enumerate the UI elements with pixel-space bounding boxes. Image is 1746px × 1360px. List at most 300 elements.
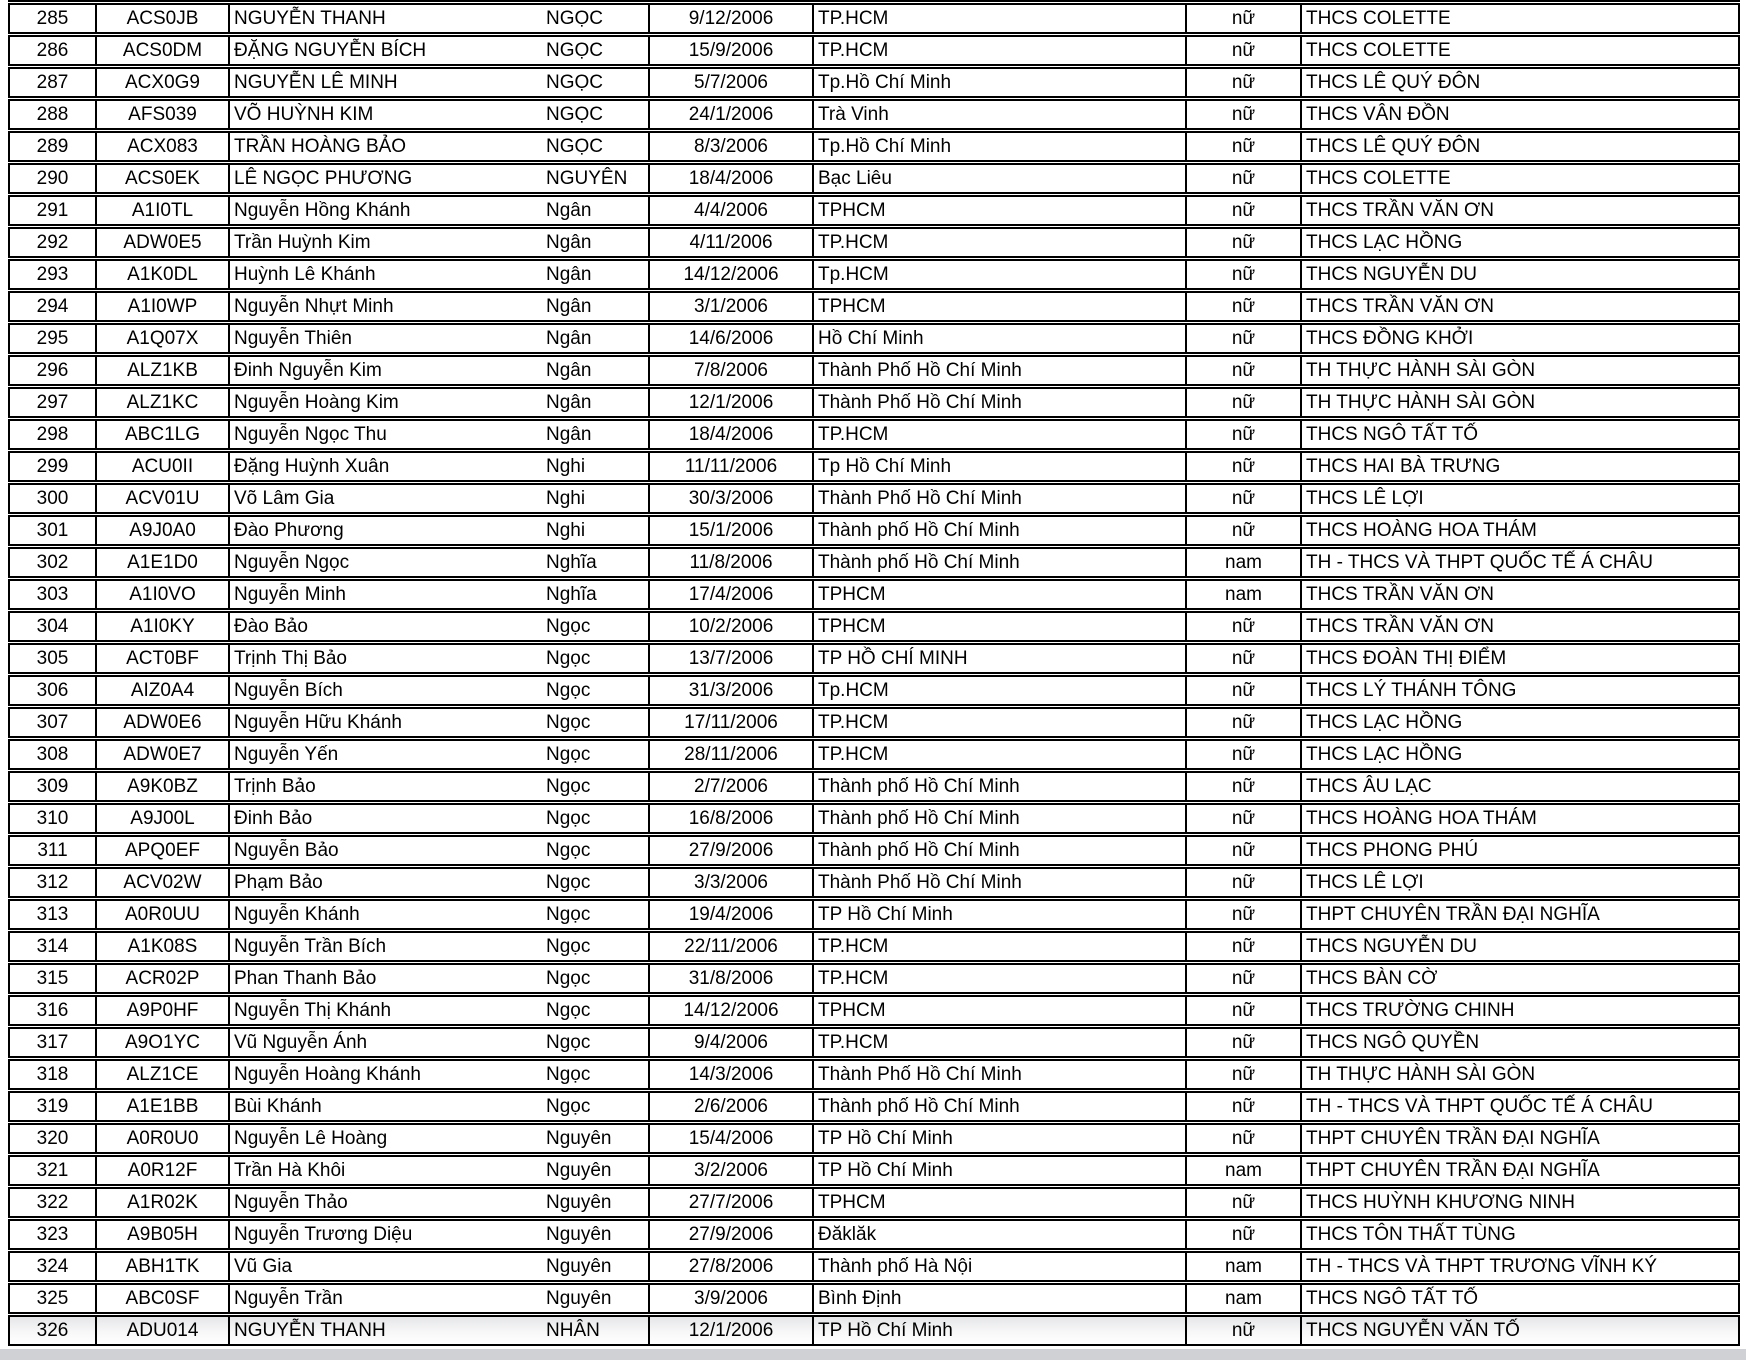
- student-table: [8, 3, 1740, 1347]
- row-number-cell: 296: [36, 360, 69, 381]
- row-number-cell: 323: [36, 1224, 69, 1245]
- first-name-cell: Ngọc: [546, 936, 591, 957]
- last-name-cell: Nguyễn Ngọc: [228, 549, 545, 576]
- first-name-cell: Nguyên: [546, 1160, 612, 1181]
- gender-cell: nam: [1185, 549, 1300, 576]
- first-name-cell: Nghi: [546, 488, 586, 509]
- school-cell: THCS ĐOÀN THỊ ĐIỂM: [1300, 645, 1738, 672]
- last-name-cell: Trần Huỳnh Kim: [228, 229, 545, 256]
- dob-cell: 15/9/2006: [648, 37, 812, 64]
- first-name-cell: Ngọc: [546, 776, 591, 797]
- school-cell: THCS PHONG PHÚ: [1300, 837, 1738, 864]
- birthplace-cell: TP.HCM: [812, 5, 1185, 32]
- last-name-cell: Nguyễn Hoàng Khánh: [228, 1061, 545, 1088]
- table-row: [8, 387, 1740, 418]
- gender-cell: nữ: [1185, 677, 1300, 704]
- table-row: [8, 963, 1740, 994]
- table-row: [8, 835, 1740, 866]
- gender-cell: nữ: [1185, 197, 1300, 224]
- first-name-cell: NGỌC: [546, 8, 603, 29]
- row-number-cell: 309: [36, 776, 69, 797]
- student-code-cell: A1I0VO: [95, 581, 228, 608]
- first-name-cell: Nghi: [546, 520, 586, 541]
- first-name-cell: Nguyên: [546, 1128, 612, 1149]
- first-name-cell: NHÂN: [546, 1320, 600, 1341]
- student-code-cell: AIZ0A4: [95, 677, 228, 704]
- dob-cell: 28/11/2006: [648, 741, 812, 768]
- gender-cell: nam: [1185, 1285, 1300, 1312]
- gender-cell: nữ: [1185, 229, 1300, 256]
- student-code-cell: ABH1TK: [95, 1253, 228, 1280]
- student-code-cell: A0R12F: [95, 1157, 228, 1184]
- row-number-cell: 297: [36, 392, 69, 413]
- last-name-cell: Nguyễn Thiên: [228, 325, 545, 352]
- row-number-cell: 324: [36, 1256, 69, 1277]
- dob-cell: 19/4/2006: [648, 901, 812, 928]
- table-row: [8, 419, 1740, 450]
- student-code-cell: A9B05H: [95, 1221, 228, 1248]
- student-code-cell: A1I0TL: [95, 197, 228, 224]
- school-cell: THCS TRẦN VĂN ƠN: [1300, 613, 1738, 640]
- first-name-cell: Ngọc: [546, 1000, 591, 1021]
- table-row: [8, 899, 1740, 930]
- table-row: [8, 931, 1740, 962]
- row-number-cell: 285: [36, 8, 69, 29]
- first-name-cell: Ngọc: [546, 616, 591, 637]
- gender-cell: nữ: [1185, 773, 1300, 800]
- table-row: [8, 1219, 1740, 1250]
- school-cell: THPT CHUYÊN TRẦN ĐẠI NGHĨA: [1300, 1125, 1738, 1152]
- school-cell: THCS NGÔ TẤT TỐ: [1300, 421, 1738, 448]
- gender-cell: nữ: [1185, 1093, 1300, 1120]
- first-name-cell: NGUYÊN: [546, 168, 628, 189]
- student-code-cell: A1K08S: [95, 933, 228, 960]
- birthplace-cell: TP.HCM: [812, 709, 1185, 736]
- birthplace-cell: Bạc Liêu: [812, 165, 1185, 192]
- gender-cell: nữ: [1185, 997, 1300, 1024]
- table-row: [8, 259, 1740, 290]
- table-row: [8, 1123, 1740, 1154]
- gender-cell: nữ: [1185, 485, 1300, 512]
- last-name-cell: Nguyễn Thảo: [228, 1189, 545, 1216]
- school-cell: THCS ĐỒNG KHỞI: [1300, 325, 1738, 352]
- gender-cell: nữ: [1185, 1221, 1300, 1248]
- school-cell: THPT CHUYÊN TRẦN ĐẠI NGHĨA: [1300, 901, 1738, 928]
- dob-cell: 24/1/2006: [648, 101, 812, 128]
- gender-cell: nữ: [1185, 101, 1300, 128]
- school-cell: THCS HOÀNG HOA THÁM: [1300, 517, 1738, 544]
- birthplace-cell: TP HỒ CHÍ MINH: [812, 645, 1185, 672]
- row-number-cell: 320: [36, 1128, 69, 1149]
- row-number-cell: 288: [36, 104, 69, 125]
- dob-cell: 22/11/2006: [648, 933, 812, 960]
- dob-cell: 27/7/2006: [648, 1189, 812, 1216]
- student-code-cell: A1K0DL: [95, 261, 228, 288]
- student-code-cell: ABC0SF: [95, 1285, 228, 1312]
- first-name-cell: Nguyên: [546, 1288, 612, 1309]
- student-code-cell: APQ0EF: [95, 837, 228, 864]
- first-name-cell: Ngân: [546, 200, 592, 221]
- dob-cell: 15/1/2006: [648, 517, 812, 544]
- table-row: [8, 291, 1740, 322]
- birthplace-cell: TP Hồ Chí Minh: [812, 1125, 1185, 1152]
- school-cell: THCS NGUYỄN DU: [1300, 261, 1738, 288]
- row-number-cell: 287: [36, 72, 69, 93]
- gender-cell: nữ: [1185, 645, 1300, 672]
- birthplace-cell: Thành phố Hồ Chí Minh: [812, 773, 1185, 800]
- student-code-cell: A9P0HF: [95, 997, 228, 1024]
- first-name-cell: Ngọc: [546, 840, 591, 861]
- birthplace-cell: Thành Phố Hồ Chí Minh: [812, 485, 1185, 512]
- first-name-cell: Ngọc: [546, 1096, 591, 1117]
- gender-cell: nữ: [1185, 709, 1300, 736]
- birthplace-cell: Thành phố Hồ Chí Minh: [812, 837, 1185, 864]
- first-name-cell: NGỌC: [546, 40, 603, 61]
- birthplace-cell: Thành phố Hồ Chí Minh: [812, 1093, 1185, 1120]
- student-code-cell: ACV01U: [95, 485, 228, 512]
- first-name-cell: Nguyên: [546, 1256, 612, 1277]
- table-row: [8, 3, 1740, 34]
- school-cell: TH - THCS VÀ THPT TRƯƠNG VĨNH KÝ: [1300, 1253, 1738, 1280]
- birthplace-cell: TPHCM: [812, 293, 1185, 320]
- school-cell: THCS COLETTE: [1300, 165, 1738, 192]
- birthplace-cell: Trà Vinh: [812, 101, 1185, 128]
- table-row: [8, 163, 1740, 194]
- dob-cell: 16/8/2006: [648, 805, 812, 832]
- student-code-cell: A9K0BZ: [95, 773, 228, 800]
- birthplace-cell: TPHCM: [812, 997, 1185, 1024]
- gender-cell: nữ: [1185, 805, 1300, 832]
- last-name-cell: Nguyễn Thị Khánh: [228, 997, 545, 1024]
- table-row: [8, 195, 1740, 226]
- row-number-cell: 305: [36, 648, 69, 669]
- birthplace-cell: Thành Phố Hồ Chí Minh: [812, 1061, 1185, 1088]
- row-number-cell: 319: [36, 1096, 69, 1117]
- student-code-cell: ACT0BF: [95, 645, 228, 672]
- student-code-cell: A1I0WP: [95, 293, 228, 320]
- last-name-cell: LÊ NGỌC PHƯƠNG: [228, 165, 545, 192]
- gender-cell: nam: [1185, 1253, 1300, 1280]
- birthplace-cell: Tp.Hồ Chí Minh: [812, 133, 1185, 160]
- gender-cell: nữ: [1185, 1125, 1300, 1152]
- school-cell: THCS TRƯỜNG CHINH: [1300, 997, 1738, 1024]
- birthplace-cell: TP.HCM: [812, 229, 1185, 256]
- gender-cell: nữ: [1185, 453, 1300, 480]
- school-cell: TH - THCS VÀ THPT QUỐC TẾ Á CHÂU: [1300, 1093, 1738, 1120]
- table-row: [8, 1315, 1740, 1346]
- dob-cell: 27/8/2006: [648, 1253, 812, 1280]
- page-bottom-edge: [0, 1349, 1746, 1360]
- birthplace-cell: Thành phố Hồ Chí Minh: [812, 805, 1185, 832]
- last-name-cell: Nguyễn Hữu Khánh: [228, 709, 545, 736]
- last-name-cell: Nguyễn Trương Diệu: [228, 1221, 545, 1248]
- table-row: [8, 131, 1740, 162]
- last-name-cell: Nguyễn Minh: [228, 581, 545, 608]
- school-cell: THCS LẠC HỒNG: [1300, 741, 1738, 768]
- school-cell: THCS TRẦN VĂN ƠN: [1300, 197, 1738, 224]
- gender-cell: nữ: [1185, 1029, 1300, 1056]
- table-row: [8, 1155, 1740, 1186]
- dob-cell: 4/11/2006: [648, 229, 812, 256]
- student-code-cell: ADU014: [95, 1317, 228, 1344]
- dob-cell: 27/9/2006: [648, 1221, 812, 1248]
- birthplace-cell: TP.HCM: [812, 421, 1185, 448]
- previous-row-border: [8, 0, 1740, 2]
- school-cell: THCS LÊ QUÝ ĐÔN: [1300, 133, 1738, 160]
- school-cell: THCS LÝ THÁNH TÔNG: [1300, 677, 1738, 704]
- school-cell: THCS VÂN ĐỒN: [1300, 101, 1738, 128]
- student-code-cell: ADW0E6: [95, 709, 228, 736]
- row-number-cell: 294: [36, 296, 69, 317]
- school-cell: TH THỰC HÀNH SÀI GÒN: [1300, 1061, 1738, 1088]
- table-row: [8, 35, 1740, 66]
- gender-cell: nam: [1185, 581, 1300, 608]
- table-row: [8, 515, 1740, 546]
- last-name-cell: Nguyễn Bảo: [228, 837, 545, 864]
- school-cell: THCS NGUYỄN DU: [1300, 933, 1738, 960]
- last-name-cell: ĐẶNG NGUYỄN BÍCH: [228, 37, 545, 64]
- student-code-cell: AFS039: [95, 101, 228, 128]
- gender-cell: nữ: [1185, 933, 1300, 960]
- row-number-cell: 289: [36, 136, 69, 157]
- student-code-cell: ACX0G9: [95, 69, 228, 96]
- birthplace-cell: Thành phố Hà Nội: [812, 1253, 1185, 1280]
- birthplace-cell: TPHCM: [812, 581, 1185, 608]
- table-row: [8, 1027, 1740, 1058]
- dob-cell: 3/2/2006: [648, 1157, 812, 1184]
- first-name-cell: Ngân: [546, 264, 592, 285]
- birthplace-cell: Tp Hồ Chí Minh: [812, 453, 1185, 480]
- first-name-cell: Ngọc: [546, 680, 591, 701]
- birthplace-cell: TP.HCM: [812, 37, 1185, 64]
- first-name-cell: Ngọc: [546, 648, 591, 669]
- dob-cell: 3/1/2006: [648, 293, 812, 320]
- gender-cell: nữ: [1185, 869, 1300, 896]
- row-number-cell: 304: [36, 616, 69, 637]
- gender-cell: nữ: [1185, 357, 1300, 384]
- dob-cell: 17/11/2006: [648, 709, 812, 736]
- row-number-cell: 299: [36, 456, 69, 477]
- table-row: [8, 1251, 1740, 1282]
- last-name-cell: Trịnh Thị Bảo: [228, 645, 545, 672]
- first-name-cell: Ngân: [546, 232, 592, 253]
- birthplace-cell: TP.HCM: [812, 741, 1185, 768]
- student-code-cell: ALZ1KC: [95, 389, 228, 416]
- table-row: [8, 1091, 1740, 1122]
- dob-cell: 3/3/2006: [648, 869, 812, 896]
- first-name-cell: Ngọc: [546, 712, 591, 733]
- student-code-cell: ACU0II: [95, 453, 228, 480]
- school-cell: THCS TRẦN VĂN ƠN: [1300, 293, 1738, 320]
- school-cell: THCS LẠC HỒNG: [1300, 229, 1738, 256]
- dob-cell: 10/2/2006: [648, 613, 812, 640]
- row-number-cell: 302: [36, 552, 69, 573]
- birthplace-cell: TP Hồ Chí Minh: [812, 1317, 1185, 1344]
- student-code-cell: A1R02K: [95, 1189, 228, 1216]
- dob-cell: 15/4/2006: [648, 1125, 812, 1152]
- birthplace-cell: TP.HCM: [812, 933, 1185, 960]
- student-code-cell: ACS0DM: [95, 37, 228, 64]
- last-name-cell: Bùi Khánh: [228, 1093, 545, 1120]
- dob-cell: 5/7/2006: [648, 69, 812, 96]
- table-row: [8, 771, 1740, 802]
- row-number-cell: 325: [36, 1288, 69, 1309]
- dob-cell: 2/7/2006: [648, 773, 812, 800]
- school-cell: TH - THCS VÀ THPT QUỐC TẾ Á CHÂU: [1300, 549, 1738, 576]
- last-name-cell: NGUYỄN THANH: [228, 5, 545, 32]
- last-name-cell: Vũ Nguyễn Ánh: [228, 1029, 545, 1056]
- student-code-cell: A1E1BB: [95, 1093, 228, 1120]
- table-row: [8, 99, 1740, 130]
- row-number-cell: 291: [36, 200, 69, 221]
- row-number-cell: 307: [36, 712, 69, 733]
- table-row: [8, 1187, 1740, 1218]
- gender-cell: nam: [1185, 1157, 1300, 1184]
- student-code-cell: A9O1YC: [95, 1029, 228, 1056]
- school-cell: THPT CHUYÊN TRẦN ĐẠI NGHĨA: [1300, 1157, 1738, 1184]
- school-cell: THCS LÊ LỢI: [1300, 869, 1738, 896]
- dob-cell: 18/4/2006: [648, 165, 812, 192]
- dob-cell: 12/1/2006: [648, 389, 812, 416]
- student-code-cell: A9J0A0: [95, 517, 228, 544]
- dob-cell: 31/3/2006: [648, 677, 812, 704]
- dob-cell: 14/3/2006: [648, 1061, 812, 1088]
- row-number-cell: 292: [36, 232, 69, 253]
- table-row: [8, 451, 1740, 482]
- school-cell: THCS LẠC HỒNG: [1300, 709, 1738, 736]
- dob-cell: 9/12/2006: [648, 5, 812, 32]
- row-number-cell: 314: [36, 936, 69, 957]
- birthplace-cell: TP.HCM: [812, 1029, 1185, 1056]
- dob-cell: 18/4/2006: [648, 421, 812, 448]
- table-row: [8, 803, 1740, 834]
- first-name-cell: Ngân: [546, 328, 592, 349]
- last-name-cell: Đào Phương: [228, 517, 545, 544]
- gender-cell: nữ: [1185, 421, 1300, 448]
- school-cell: THCS TÔN THẤT TÙNG: [1300, 1221, 1738, 1248]
- dob-cell: 30/3/2006: [648, 485, 812, 512]
- table-row: [8, 675, 1740, 706]
- row-number-cell: 311: [37, 840, 68, 861]
- school-cell: THCS HOÀNG HOA THÁM: [1300, 805, 1738, 832]
- birthplace-cell: Hồ Chí Minh: [812, 325, 1185, 352]
- last-name-cell: TRẦN HOÀNG BẢO: [228, 133, 545, 160]
- row-number-cell: 295: [36, 328, 69, 349]
- gender-cell: nữ: [1185, 69, 1300, 96]
- last-name-cell: Nguyễn Hồng Khánh: [228, 197, 545, 224]
- last-name-cell: Nguyễn Trần Bích: [228, 933, 545, 960]
- birthplace-cell: Thành phố Hồ Chí Minh: [812, 549, 1185, 576]
- first-name-cell: Ngọc: [546, 968, 591, 989]
- student-code-cell: A0R0UU: [95, 901, 228, 928]
- row-number-cell: 300: [36, 488, 69, 509]
- dob-cell: 8/3/2006: [648, 133, 812, 160]
- first-name-cell: Nghi: [546, 456, 586, 477]
- last-name-cell: Nguyễn Bích: [228, 677, 545, 704]
- last-name-cell: Đặng Huỳnh Xuân: [228, 453, 545, 480]
- last-name-cell: NGUYỄN LÊ MINH: [228, 69, 545, 96]
- school-cell: THCS HAI BÀ TRƯNG: [1300, 453, 1738, 480]
- gender-cell: nữ: [1185, 293, 1300, 320]
- row-number-cell: 312: [36, 872, 69, 893]
- first-name-cell: Ngọc: [546, 1064, 591, 1085]
- school-cell: THCS COLETTE: [1300, 5, 1738, 32]
- last-name-cell: Vũ Gia: [228, 1253, 545, 1280]
- table-row: [8, 739, 1740, 770]
- first-name-cell: Nguyên: [546, 1192, 612, 1213]
- last-name-cell: Huỳnh Lê Khánh: [228, 261, 545, 288]
- first-name-cell: NGỌC: [546, 136, 603, 157]
- gender-cell: nữ: [1185, 741, 1300, 768]
- gender-cell: nữ: [1185, 517, 1300, 544]
- dob-cell: 31/8/2006: [648, 965, 812, 992]
- last-name-cell: Nguyễn Ngọc Thu: [228, 421, 545, 448]
- birthplace-cell: TPHCM: [812, 197, 1185, 224]
- student-code-cell: ADW0E7: [95, 741, 228, 768]
- last-name-cell: NGUYỄN THANH: [228, 1317, 545, 1344]
- birthplace-cell: Thành Phố Hồ Chí Minh: [812, 357, 1185, 384]
- row-number-cell: 322: [36, 1192, 69, 1213]
- school-cell: TH THỰC HÀNH SÀI GÒN: [1300, 357, 1738, 384]
- dob-cell: 11/8/2006: [648, 549, 812, 576]
- first-name-cell: Ngân: [546, 392, 592, 413]
- birthplace-cell: Thành Phố Hồ Chí Minh: [812, 869, 1185, 896]
- dob-cell: 14/6/2006: [648, 325, 812, 352]
- last-name-cell: Nguyễn Trần: [228, 1285, 545, 1312]
- first-name-cell: Ngọc: [546, 872, 591, 893]
- gender-cell: nữ: [1185, 389, 1300, 416]
- student-code-cell: ADW0E5: [95, 229, 228, 256]
- birthplace-cell: TP Hồ Chí Minh: [812, 901, 1185, 928]
- school-cell: THCS LÊ LỢI: [1300, 485, 1738, 512]
- table-row: [8, 227, 1740, 258]
- first-name-cell: Nguyên: [546, 1224, 612, 1245]
- table-row: [8, 611, 1740, 642]
- last-name-cell: Trịnh Bảo: [228, 773, 545, 800]
- table-row: [8, 1283, 1740, 1314]
- table-row: [8, 483, 1740, 514]
- gender-cell: nữ: [1185, 837, 1300, 864]
- birthplace-cell: Tp.Hồ Chí Minh: [812, 69, 1185, 96]
- birthplace-cell: Tp.HCM: [812, 677, 1185, 704]
- student-code-cell: ACV02W: [95, 869, 228, 896]
- gender-cell: nữ: [1185, 1317, 1300, 1344]
- gender-cell: nữ: [1185, 325, 1300, 352]
- table-row: [8, 1059, 1740, 1090]
- birthplace-cell: TPHCM: [812, 613, 1185, 640]
- first-name-cell: Ngọc: [546, 1032, 591, 1053]
- row-number-cell: 306: [36, 680, 69, 701]
- table-row: [8, 707, 1740, 738]
- gender-cell: nữ: [1185, 165, 1300, 192]
- first-name-cell: Nghĩa: [546, 552, 597, 573]
- table-row: [8, 355, 1740, 386]
- student-code-cell: ACS0JB: [95, 5, 228, 32]
- last-name-cell: Trần Hà Khôi: [228, 1157, 545, 1184]
- row-number-cell: 286: [36, 40, 69, 61]
- last-name-cell: Phạm Bảo: [228, 869, 545, 896]
- student-code-cell: ALZ1CE: [95, 1061, 228, 1088]
- first-name-cell: Ngân: [546, 296, 592, 317]
- birthplace-cell: Thành Phố Hồ Chí Minh: [812, 389, 1185, 416]
- row-number-cell: 313: [36, 904, 69, 925]
- last-name-cell: Đinh Bảo: [228, 805, 545, 832]
- birthplace-cell: Đăklăk: [812, 1221, 1185, 1248]
- first-name-cell: NGỌC: [546, 72, 603, 93]
- student-code-cell: A0R0U0: [95, 1125, 228, 1152]
- student-code-cell: ALZ1KB: [95, 357, 228, 384]
- row-number-cell: 301: [36, 520, 69, 541]
